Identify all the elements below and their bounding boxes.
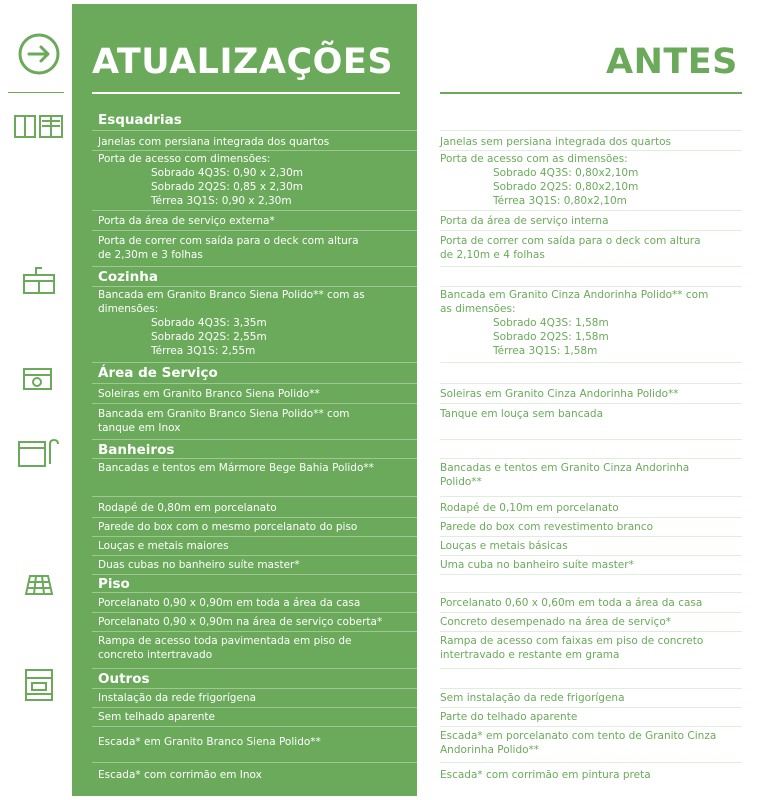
updates-title: ATUALIZAÇÕES — [92, 42, 394, 82]
divider — [440, 592, 742, 593]
divider — [440, 707, 742, 708]
piso-row-1-right: Porcelanato 0,60 x 0,60m em toda a área da casa — [440, 597, 703, 609]
divider — [440, 383, 742, 384]
divider — [440, 612, 742, 613]
section-title-esquadrias: Esquadrias — [98, 112, 182, 128]
before-title: ANTES — [606, 42, 738, 82]
servico-row-2-left-1: Bancada em Granito Branco Siena Polido** com — [98, 408, 350, 420]
divider — [92, 688, 417, 689]
rail-divider — [8, 92, 64, 93]
banheiros-row-3-left: Parede do box com o mesmo porcelanato do piso — [98, 521, 358, 533]
esquadrias-row-2-left-a: Sobrado 4Q3S: 0,90 x 2,30m — [151, 167, 303, 179]
banheiros-row-5-left: Duas cubas no banheiro suíte master* — [98, 559, 300, 571]
building-icon — [22, 667, 56, 703]
title-underline-right — [440, 92, 742, 94]
divider — [440, 517, 742, 518]
arrow-right-circle-icon[interactable] — [17, 32, 61, 76]
esquadrias-row-2-right: Porta de acesso com as dimensões: — [440, 153, 628, 165]
piso-row-1-left: Porcelanato 0,90 x 0,90m em toda a área da casa — [98, 597, 361, 609]
divider — [92, 230, 417, 231]
section-title-outros: Outros — [98, 671, 150, 687]
divider — [92, 668, 417, 669]
divider — [92, 130, 417, 131]
divider — [440, 210, 742, 211]
cozinha-row-1-right-b: Sobrado 2Q2S: 1,58m — [493, 331, 609, 343]
washer-icon — [21, 366, 55, 392]
banheiros-row-1-right-2: Polido** — [440, 476, 482, 488]
divider — [440, 230, 742, 231]
divider — [92, 536, 417, 537]
esquadrias-row-3-right: Porta da área de serviço interna — [440, 215, 609, 227]
divider — [92, 439, 417, 440]
divider — [92, 517, 417, 518]
banheiros-row-2-left: Rodapé de 0,80m em porcelanato — [98, 502, 277, 514]
divider — [92, 612, 417, 613]
cozinha-row-1-left-c: Térrea 3Q1S: 2,55m — [151, 345, 256, 357]
divider — [440, 439, 742, 440]
divider — [440, 631, 742, 632]
divider — [92, 362, 417, 363]
outros-row-3-right-2: Andorinha Polido** — [440, 744, 540, 756]
divider — [92, 726, 417, 727]
piso-row-2-left: Porcelanato 0,90 x 0,90m na área de serviço coberta* — [98, 616, 383, 628]
outros-row-4-right: Escada* com corrimão em pintura preta — [440, 769, 651, 781]
divider — [92, 574, 417, 575]
divider — [92, 210, 417, 211]
cozinha-row-1-right-c: Térrea 3Q1S: 1,58m — [493, 345, 598, 357]
outros-row-4-left: Escada* com corrimão em Inox — [98, 769, 262, 781]
divider — [440, 555, 742, 556]
divider — [440, 266, 742, 267]
banheiros-row-5-right: Uma cuba no banheiro suíte master* — [440, 559, 634, 571]
esquadrias-row-3-left: Porta da área de serviço externa* — [98, 215, 275, 227]
divider — [92, 383, 417, 384]
servico-row-2-right: Tanque em louça sem bancada — [440, 408, 604, 420]
divider — [440, 726, 742, 727]
cozinha-row-1-left-1: Bancada em Granito Branco Siena Polido** com as — [98, 289, 365, 301]
esquadrias-row-4-left-1: Porta de correr com saída para o deck com altura — [98, 235, 359, 247]
piso-row-3-right-2: intertravado e restante em grama — [440, 649, 620, 661]
divider — [440, 458, 742, 459]
divider — [440, 362, 742, 363]
sink-faucet-icon — [16, 436, 62, 470]
esquadrias-row-2-right-c: Térrea 3Q1S: 0,80x2,10m — [493, 195, 627, 207]
esquadrias-row-4-right-2: de 2,10m e 4 folhas — [440, 249, 545, 261]
divider — [92, 286, 417, 287]
divider — [440, 536, 742, 537]
divider — [92, 150, 417, 151]
divider — [92, 496, 417, 497]
banheiros-row-4-right: Louças e metais básicas — [440, 540, 568, 552]
divider — [92, 762, 417, 763]
piso-row-3-left-2: concreto intertravado — [98, 649, 213, 661]
divider — [92, 266, 417, 267]
divider — [92, 592, 417, 593]
divider — [440, 574, 742, 575]
piso-row-3-left-1: Rampa de acesso toda pavimentada em piso de — [98, 635, 352, 647]
cozinha-row-1-left-2: dimensões: — [98, 303, 159, 315]
banheiros-row-1-right-1: Bancadas e tentos em Granito Cinza Andorinha — [440, 462, 690, 474]
divider — [440, 130, 742, 131]
divider — [92, 555, 417, 556]
piso-row-3-right-1: Rampa de acesso com faixas em piso de concreto — [440, 635, 704, 647]
cozinha-row-1-right-1: Bancada em Granito Cinza Andorinha Polido** com — [440, 289, 709, 301]
esquadrias-row-1-right: Janelas sem persiana integrada dos quartos — [440, 136, 671, 148]
cozinha-row-1-right-a: Sobrado 4Q3S: 1,58m — [493, 317, 609, 329]
section-title-banheiros: Banheiros — [98, 442, 175, 458]
outros-row-2-right: Parte do telhado aparente — [440, 711, 578, 723]
cozinha-row-1-left-a: Sobrado 4Q3S: 3,35m — [151, 317, 267, 329]
piso-row-2-right: Concreto desempenado na área de serviço* — [440, 616, 671, 628]
banheiros-row-2-right: Rodapé de 0,10m em porcelanato — [440, 502, 619, 514]
divider — [92, 707, 417, 708]
banheiros-row-4-left: Louças e metais maiores — [98, 540, 229, 552]
divider — [440, 403, 742, 404]
window-icon — [12, 113, 66, 139]
esquadrias-row-2-right-a: Sobrado 4Q3S: 0,80x2,10m — [493, 167, 639, 179]
divider — [440, 668, 742, 669]
divider — [92, 631, 417, 632]
title-underline-left — [92, 92, 400, 94]
servico-row-1-right: Soleiras em Granito Cinza Andorinha Polido** — [440, 388, 679, 400]
cozinha-row-1-right-2: as dimensões: — [440, 303, 516, 315]
divider — [92, 458, 417, 459]
servico-row-2-left-2: tanque em Inox — [98, 422, 181, 434]
esquadrias-row-1-left: Janelas com persiana integrada dos quartos — [98, 136, 330, 148]
banheiros-row-3-right: Parede do box com revestimento branco — [440, 521, 654, 533]
section-title-cozinha: Cozinha — [98, 269, 158, 285]
servico-row-1-left: Soleiras em Granito Branco Siena Polido** — [98, 388, 320, 400]
outros-row-1-left: Instalação da rede frigorígena — [98, 692, 257, 704]
divider — [440, 762, 742, 763]
esquadrias-row-4-left-2: de 2,30m e 3 folhas — [98, 249, 203, 261]
section-title-servico: Área de Serviço — [98, 365, 218, 381]
cozinha-row-1-left-b: Sobrado 2Q2S: 2,55m — [151, 331, 267, 343]
esquadrias-row-2-left-c: Térrea 3Q1S: 0,90 x 2,30m — [151, 195, 292, 207]
divider — [440, 286, 742, 287]
divider — [440, 496, 742, 497]
outros-row-1-right: Sem instalação da rede frigorígena — [440, 692, 625, 704]
divider — [440, 688, 742, 689]
esquadrias-row-2-right-b: Sobrado 2Q2S: 0,80x2,10m — [493, 181, 639, 193]
section-title-piso: Piso — [98, 576, 130, 592]
kitchen-counter-icon — [20, 263, 58, 297]
divider — [92, 403, 417, 404]
esquadrias-row-4-right-1: Porta de correr com saída para o deck com altura — [440, 235, 701, 247]
esquadrias-row-2-left: Porta de acesso com dimensões: — [98, 153, 271, 165]
floor-tile-icon — [24, 573, 54, 597]
esquadrias-row-2-left-b: Sobrado 2Q2S: 0,85 x 2,30m — [151, 181, 303, 193]
outros-row-3-right-1: Escada* em porcelanato com tento de Granito Cinza — [440, 730, 717, 742]
outros-row-2-left: Sem telhado aparente — [98, 711, 216, 723]
outros-row-3-left: Escada* em Granito Branco Siena Polido** — [98, 736, 321, 748]
divider — [440, 150, 742, 151]
banheiros-row-1-left: Bancadas e tentos em Mármore Bege Bahia Polido** — [98, 462, 374, 474]
